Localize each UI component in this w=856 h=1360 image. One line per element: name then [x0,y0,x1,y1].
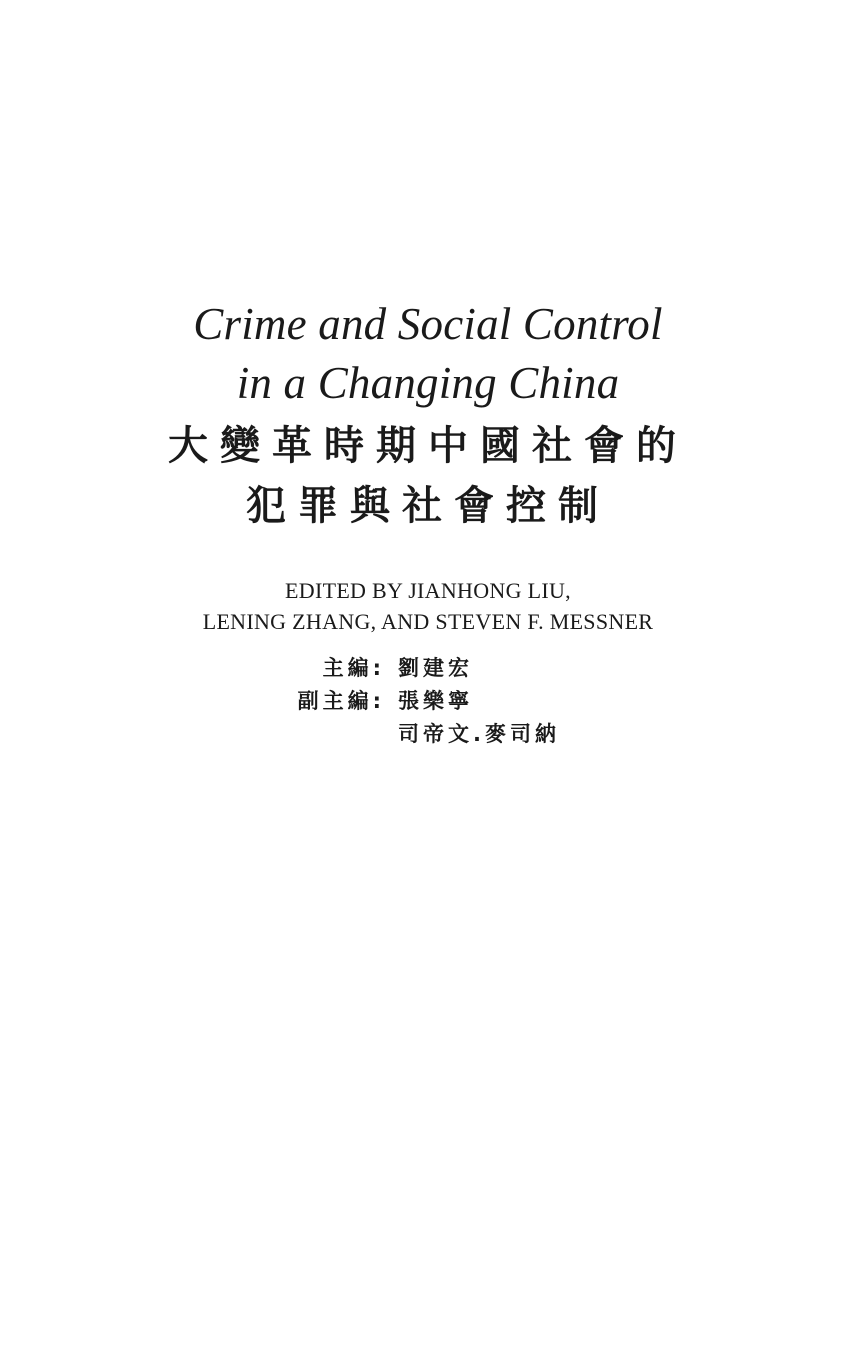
editors-line-2: LENING ZHANG, AND STEVEN F. MESSNER [202,609,654,634]
chinese-title-line-1: 大變革時期中國社會的 [168,422,688,469]
chief-editor-label: 主編: [322,656,385,680]
deputy-editor-label: 副主編: [297,689,385,713]
deputy-editor-row [0,685,856,718]
chief-editor-row [0,652,856,685]
english-title-line-2: in a Changing China [236,358,620,408]
english-title-line-1: Crime and Social Control [193,299,663,349]
editors-line-1: EDITED BY JIANHONG LIU, [285,578,571,603]
deputy-editor-name-2: 司帝文.麥司納 [398,722,560,746]
deputy-editor-name-1: 張樂寧 [398,689,473,713]
deputy-editor-row-2 [0,718,856,751]
chinese-title-line-2: 犯罪與社會控制 [246,482,610,529]
chinese-editor-credits [0,652,856,751]
chief-editor-name: 劉建宏 [398,656,473,680]
